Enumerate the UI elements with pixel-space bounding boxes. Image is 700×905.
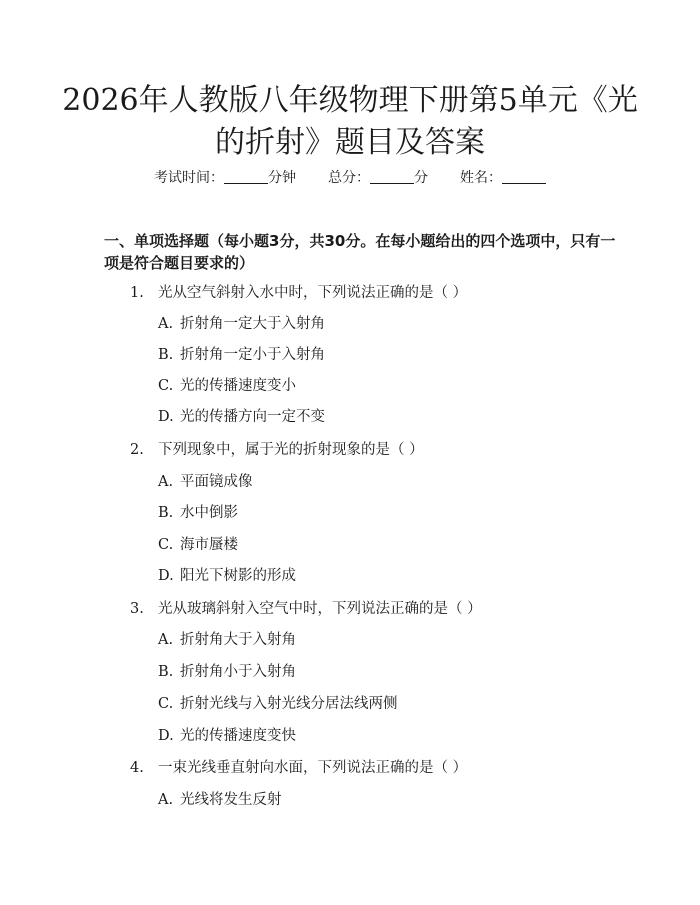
option-text: 海市蜃楼 (180, 537, 238, 553)
option-letter: C. (158, 537, 174, 553)
option-text: 平面镜成像 (180, 474, 253, 490)
exam-time-unit: 分钟 (268, 170, 296, 186)
option-text: 折射角小于入射角 (180, 664, 296, 680)
exam-info-line (0, 168, 700, 188)
question-item (130, 283, 467, 303)
question-item (130, 599, 482, 619)
student-name-blank (502, 169, 546, 184)
option-text: 光的传播方向一定不变 (180, 409, 325, 425)
option-text: 光线将发生反射 (180, 792, 282, 808)
option-item (158, 726, 296, 746)
option-text: 阳光下树影的形成 (180, 568, 296, 584)
option-item (158, 566, 296, 586)
question-item (130, 758, 467, 778)
option-item (158, 662, 296, 682)
option-letter: B. (158, 664, 174, 680)
student-name-label: 姓名： (460, 170, 502, 186)
question-text: 一束光线垂直射向水面，下列说法正确的是（ ） (158, 760, 468, 776)
option-letter: A. (158, 316, 174, 332)
option-text: 折射角大于入射角 (180, 632, 296, 648)
option-text: 折射角一定小于入射角 (180, 347, 325, 363)
option-item (158, 314, 325, 334)
option-item (158, 694, 398, 714)
section-heading: 一、单项选择题（每小题3分，共30分。在每小题给出的四个选项中，只有一项是符合题目要求的） (104, 232, 616, 272)
question-text: 光从玻璃斜射入空气中时，下列说法正确的是（ ） (158, 601, 482, 617)
question-item (130, 440, 424, 460)
question-text: 光从空气斜射入水中时，下列说法正确的是（ ） (158, 285, 468, 301)
option-item (158, 472, 253, 492)
option-item (158, 345, 325, 365)
option-text: 折射光线与入射光线分居法线两侧 (180, 696, 398, 712)
option-item (158, 503, 238, 523)
question-number: 1. (130, 285, 144, 301)
option-letter: D. (158, 728, 174, 744)
option-text: 折射角一定大于入射角 (180, 316, 325, 332)
document-title: 2026年人教版八年级物理下册第5单元《光的折射》题目及答案 (62, 83, 638, 160)
option-item (158, 535, 238, 555)
exam-time-blank (224, 169, 268, 184)
question-number: 4. (130, 760, 144, 776)
option-item (158, 630, 296, 650)
option-letter: C. (158, 378, 174, 394)
option-letter: A. (158, 474, 174, 490)
option-letter: C. (158, 696, 174, 712)
option-letter: A. (158, 792, 174, 808)
option-text: 光的传播速度变小 (180, 378, 296, 394)
question-text: 下列现象中，属于光的折射现象的是（ ） (158, 442, 424, 458)
exam-time-label: 考试时间： (154, 170, 224, 186)
question-number: 2. (130, 442, 144, 458)
option-letter: A. (158, 632, 174, 648)
option-item (158, 407, 325, 427)
total-score-blank (370, 169, 414, 184)
question-number: 3. (130, 601, 144, 617)
total-score-label: 总分： (328, 170, 370, 186)
option-letter: D. (158, 409, 174, 425)
option-letter: B. (158, 505, 174, 521)
option-item (158, 376, 296, 396)
total-score-unit: 分 (414, 170, 428, 186)
option-letter: B. (158, 347, 174, 363)
option-text: 水中倒影 (180, 505, 238, 521)
option-item (158, 790, 282, 810)
option-text: 光的传播速度变快 (180, 728, 296, 744)
option-letter: D. (158, 568, 174, 584)
